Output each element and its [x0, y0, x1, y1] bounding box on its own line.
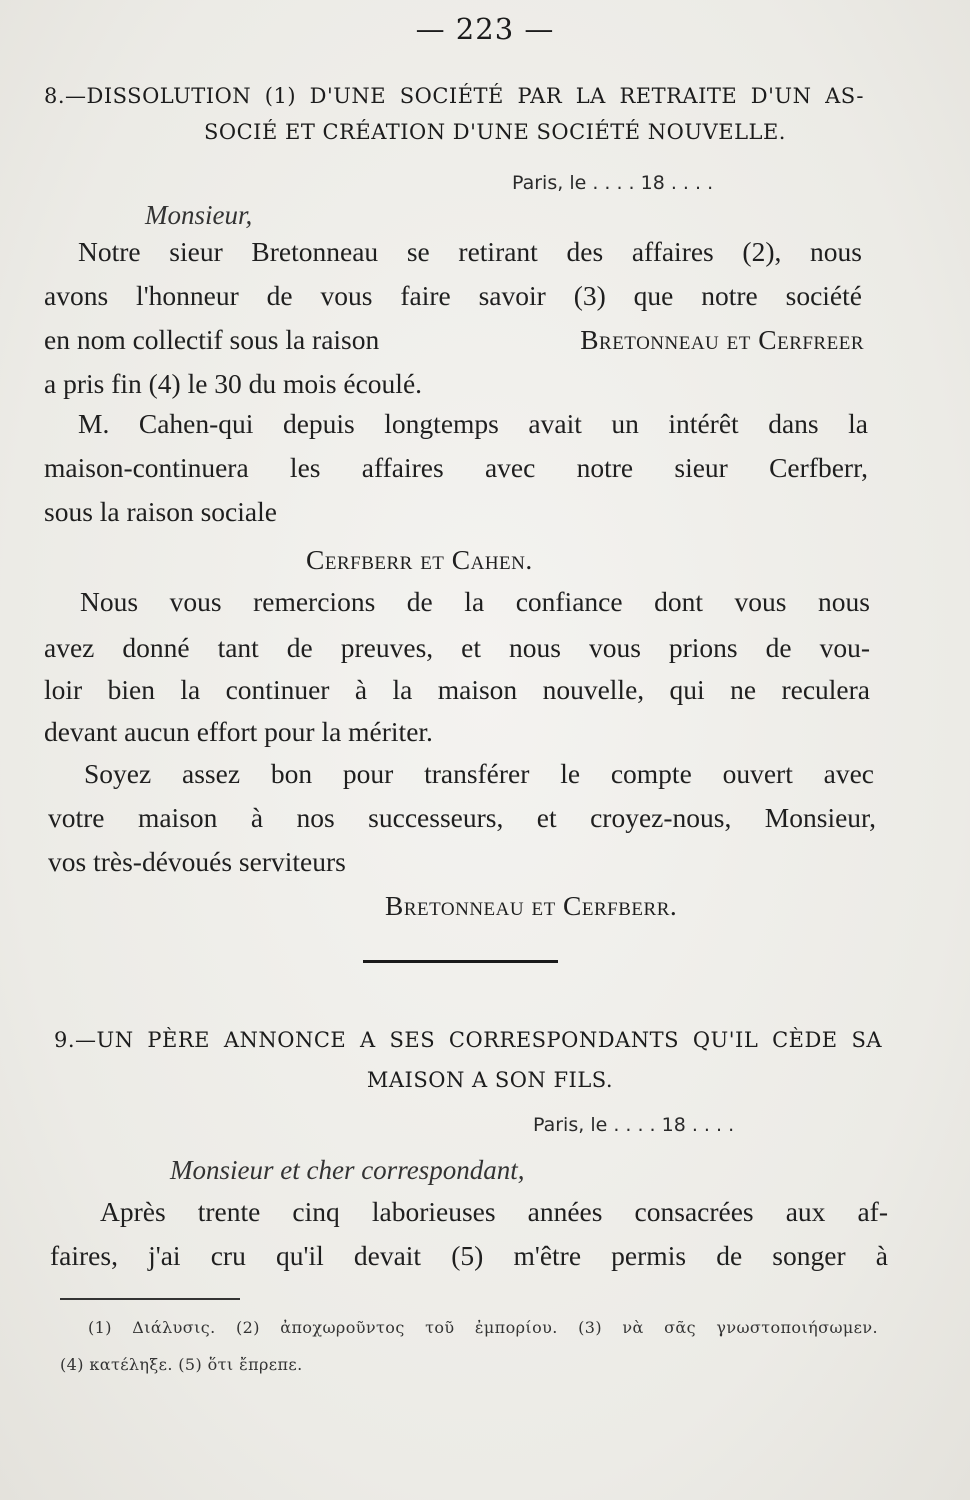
body-line: faires, j'ai cru qu'il devait (5) m'être permis de songer à [50, 1240, 888, 1271]
section-8-heading-line-2: SOCIÉ ET CRÉATION D'UNE SOCIÉTÉ NOUVELLE. [204, 120, 786, 144]
section-8-salutation: Monsieur, [145, 200, 253, 230]
section-8-signature: Bretonneau et Cerfberr. [385, 890, 678, 921]
body-line: a pris fin (4) le 30 du mois écoulé. [44, 368, 423, 399]
section-9-date: Paris, le . . . . 18 . . . . [533, 1114, 735, 1136]
body-line: Notre sieur Bretonneau se retirant des affaires (2), nous [78, 236, 862, 267]
footnote-rule [60, 1298, 240, 1300]
section-9-heading-line-1: 9.—UN PÈRE ANNONCE A SES CORRESPONDANTS QU'IL CÈDE SA [54, 1028, 882, 1052]
new-firm-name: Cerfberr et Cahen. [306, 544, 533, 575]
body-line: devant aucun effort pour la mériter. [44, 716, 433, 747]
body-line: vos très-dévoués serviteurs [48, 846, 346, 877]
body-line: Soyez assez bon pour transférer le compte ouvert avec [84, 758, 874, 789]
firm-name: Bretonneau et Cerfreer [580, 324, 864, 355]
body-line-text: en nom collectif sous la raison [44, 324, 380, 355]
section-8-date: Paris, le . . . . 18 . . . . [512, 172, 714, 194]
section-8-heading-line-1: 8.—DISSOLUTION (1) D'UNE SOCIÉTÉ PAR LA RETRAITE D'UN AS- [44, 84, 864, 108]
footnote-line-1: (1) Διάλυσις. (2) ἀποχωροῦντος τοῦ ἐμπορίου. (3) νὰ σᾶς γνωστοποιήσωμεν. [88, 1318, 878, 1337]
section-divider [363, 960, 558, 963]
body-line: M. Cahen-qui depuis longtemps avait un intérêt dans la [78, 408, 868, 439]
body-line: loir bien la continuer à la maison nouvelle, qui ne reculera [44, 674, 870, 705]
body-line: votre maison à nos successeurs, et croyez-nous, Monsieur, [48, 802, 876, 833]
body-line: Nous vous remercions de la confiance dont vous nous [80, 586, 870, 617]
page-number: — 223 — [415, 12, 555, 46]
footnote-line-2: (4) κατέληξε. (5) ὅτι ἔπρεπε. [60, 1355, 303, 1374]
section-9-salutation: Monsieur et cher correspondant, [170, 1155, 525, 1185]
body-line: sous la raison sociale [44, 496, 277, 527]
body-line: maison-continuera les affaires avec notre sieur Cerfberr, [44, 452, 868, 483]
body-line: avez donné tant de preuves, et nous vous prions de vou- [44, 632, 870, 663]
section-9-heading-line-2: MAISON A SON FILS. [366, 1068, 614, 1092]
body-line-with-firm-name [44, 324, 864, 356]
body-line: avons l'honneur de vous faire savoir (3) que notre société [44, 280, 862, 311]
body-line: Après trente cinq laborieuses années consacrées aux af- [100, 1196, 888, 1227]
